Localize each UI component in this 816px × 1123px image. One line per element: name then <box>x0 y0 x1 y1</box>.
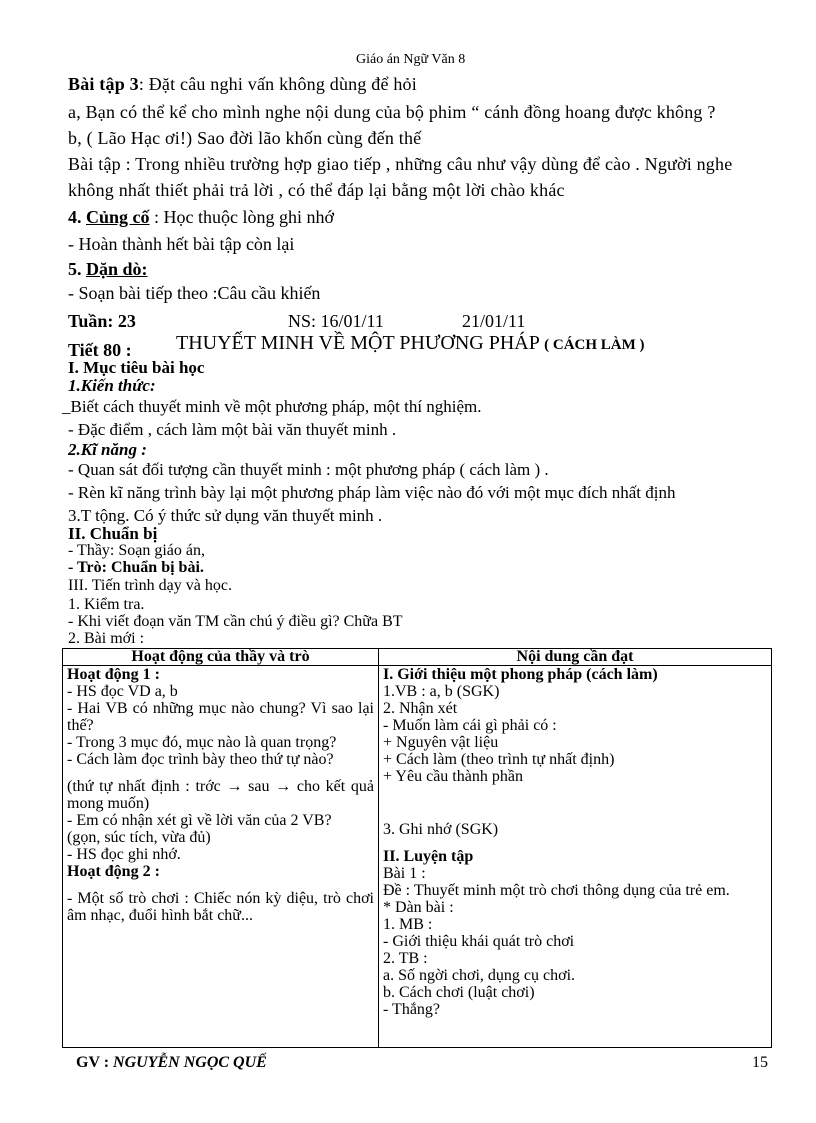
table-header-row <box>63 649 772 666</box>
left-line: - HS đọc ghi nhớ. <box>67 846 181 863</box>
line-b: b, ( Lão Hạc ơi!) Sao đời lão khốn cùng đến thế <box>68 128 422 148</box>
right-line: Bài 1 : <box>383 865 426 882</box>
kiem-tra-question: - Khi viết đoạn văn TM cần chú ý điều gì? Chữa BT <box>68 613 403 630</box>
right-line: b. Cách chơi (luật chơi) <box>383 984 535 1001</box>
dando-num: 5. <box>68 259 82 279</box>
left-line: (gọn, súc tích, vừa đủ) <box>67 829 211 846</box>
dando-label: Dặn dò: <box>86 259 148 279</box>
section-1-heading: I. Giới thiệu một phong pháp (cách làm) <box>383 666 658 683</box>
chuan-bi-heading: II. Chuẩn bị <box>68 524 158 543</box>
muc-tieu-heading: I. Mục tiêu bài học <box>68 358 205 377</box>
right-line: Đề : Thuyết minh một trò chơi thông dụng của trẻ em. <box>383 882 730 899</box>
right-line: 2. TB : <box>383 950 428 967</box>
kn-line-2: - Rèn kĩ năng trình bày lại một phương pháp làm việc nào đó với một mục đích nhất định <box>68 483 676 502</box>
tuan: Tuần: 23 <box>68 311 136 331</box>
left-line: - Trong 3 mục đó, mục nào là quan trọng? <box>67 734 337 751</box>
dando-line <box>68 259 148 280</box>
table-body-row <box>63 666 772 1048</box>
bt3-label: Bài tập 3 <box>68 74 139 94</box>
right-line: * Dàn bài : <box>383 899 454 916</box>
col-header-content: Nội dung cần đạt <box>379 649 772 666</box>
cungco-line <box>68 207 334 228</box>
footer-teacher <box>76 1054 267 1072</box>
gv-name: NGUYỄN NGỌC QUẾ <box>113 1054 267 1071</box>
activity-cell <box>63 666 379 1048</box>
bt3-line <box>68 74 417 95</box>
lesson-title <box>176 332 645 355</box>
right-line: 1. MB : <box>383 916 433 933</box>
ngay-day: 21/01/11 <box>462 311 526 331</box>
hd1-heading: Hoạt động 1 : <box>67 666 160 683</box>
ki-nang-heading: 2.Kĩ năng : <box>68 440 147 459</box>
kt-line-2: - Đặc điểm , cách làm một bài văn thuyết minh . <box>68 420 397 439</box>
tien-trinh-line: III. Tiến trình dạy và học. <box>68 577 232 594</box>
kn-line-1: - Quan sát đối tượng cần thuyết minh : một phương pháp ( cách làm ) . <box>68 460 549 479</box>
right-line: + Nguyên vật liệu <box>383 734 499 751</box>
bai-moi-line: 2. Bài mới : <box>68 630 145 647</box>
exercise-line-1: Bài tập : Trong nhiều trường hợp giao tiếp , những câu như vậy dùng để cào . Người nghe <box>68 154 733 174</box>
right-line: a. Số ngời chơi, dụng cụ chơi. <box>383 967 576 984</box>
cungco-text: : Học thuộc lòng ghi nhớ <box>154 207 335 227</box>
kt-line-1: _Biết cách thuyết minh về một phương pháp, một thí nghiệm. <box>62 397 482 416</box>
right-line: + Yêu cầu thành phần <box>383 768 523 785</box>
right-line: 2. Nhận xét <box>383 700 458 717</box>
left-line: - Cách làm đọc trình bày theo thứ tự nào? <box>67 751 334 768</box>
exercise-line-2: không nhất thiết phải trả lời , có thể đáp lại bằng một lời chào khác <box>68 180 565 200</box>
cungco-label: Củng cố <box>86 207 150 227</box>
left-line: - Một số trò chơi : Chiếc nón kỳ diệu, trò chơi âm nhạc, đuổi hình bắt chữ... <box>67 890 374 924</box>
kien-thuc-heading: 1.Kiến thức: <box>68 376 156 395</box>
kiem-tra-line: 1. Kiểm tra. <box>68 596 145 613</box>
cungco-num: 4. <box>68 207 82 227</box>
hoanthanh-line: - Hoàn thành hết bài tập còn lại <box>68 234 295 254</box>
col-header-activity: Hoạt động của thầy và trò <box>63 649 379 666</box>
right-line: 3. Ghi nhớ (SGK) <box>383 821 499 838</box>
content-cell <box>379 666 772 1048</box>
right-line: + Cách làm (theo trình tự nhất định) <box>383 751 615 768</box>
soan-line: - Soạn bài tiếp theo :Câu cầu khiến <box>68 283 321 303</box>
section-2-heading: II. Luyện tập <box>383 848 474 865</box>
right-line: - Muốn làm cái gì phải có : <box>383 717 557 734</box>
page-number: 15 <box>752 1054 768 1071</box>
lesson-table <box>62 648 772 1048</box>
left-line: - Em có nhận xét gì về lời văn của 2 VB? <box>67 812 332 829</box>
gv-label: GV : <box>76 1054 110 1071</box>
thay-line: - Thầy: Soạn giáo án, <box>68 542 206 559</box>
td-line: 3.T tộng. Có ý thức sử dụng văn thuyết minh . <box>68 506 383 525</box>
right-line: - Thắng? <box>383 1001 441 1018</box>
left-line: (thứ tự nhất định : trớc → sau → cho kết quả mong muốn) <box>67 778 374 812</box>
left-line: - Hai VB có những mục nào chung? Vì sao lại thế? <box>67 700 374 734</box>
hd2-heading: Hoạt động 2 : <box>67 863 160 880</box>
page-header-title: Giáo án Ngữ Văn 8 <box>356 52 466 67</box>
lesson-title-suffix: ( CÁCH LÀM ) <box>544 337 645 353</box>
tro-line: - Trò: Chuẩn bị bài. <box>68 559 204 576</box>
ngay-soan: NS: 16/01/11 <box>288 311 384 331</box>
bt3-text: : Đặt câu nghi vấn không dùng để hỏi <box>138 74 417 94</box>
line-a: a, Bạn có thể kể cho mình nghe nội dung của bộ phim “ cánh đồng hoang được không ? <box>68 102 716 122</box>
right-line: - Giới thiệu khái quát trò chơi <box>383 933 575 950</box>
left-line: - HS đọc VD a, b <box>67 683 178 700</box>
right-line: 1.VB : a, b (SGK) <box>383 683 500 700</box>
lesson-title-main: THUYẾT MINH VỀ MỘT PHƯƠNG PHÁP <box>176 332 540 354</box>
tiet-label: Tiết 80 : <box>68 340 132 360</box>
